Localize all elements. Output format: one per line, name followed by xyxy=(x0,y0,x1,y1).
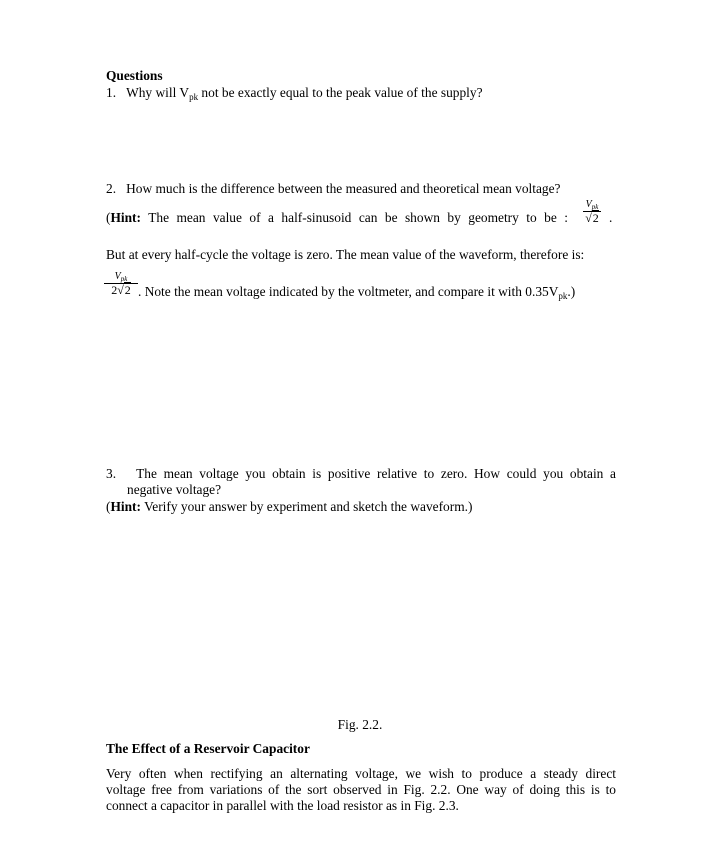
question-3-line-1 xyxy=(106,466,616,482)
frac1-numerator: V xyxy=(585,199,592,210)
figure-caption: Fig. 2.2. xyxy=(337,717,383,732)
formula-vpk-over-2root2 xyxy=(104,271,138,297)
question-3-hint-text: Verify your answer by experiment and sketch the waveform.) xyxy=(140,499,473,514)
question-2-line-4-subscript: pk xyxy=(558,291,568,301)
hint-label: Hint: xyxy=(110,499,141,514)
question-2-text: How much is the difference between the measured and theoretical mean voltage? xyxy=(126,181,561,196)
frac2-sqrt-symbol: √ xyxy=(117,283,124,297)
question-3-number: 3. xyxy=(106,466,117,481)
question-2-line-4 xyxy=(138,284,575,301)
frac1-denominator: 2 xyxy=(592,211,599,225)
frac2-numerator: V xyxy=(114,271,121,282)
question-2-line-4-text: . Note the mean voltage indicated by the voltmeter, and compare it with 0.35V xyxy=(138,284,559,299)
question-2 xyxy=(106,181,561,197)
question-2-hint: (Hint: The mean value of a half-sinusoid can be shown by geometry to be : xyxy=(106,210,568,225)
question-3-line-2: negative voltage? xyxy=(127,482,222,497)
question-1-text-pre: Why will V xyxy=(126,85,190,100)
frac1-numerator-sub: pk xyxy=(591,203,599,211)
question-2-line-3: But at every half-cycle the voltage is zero. The mean value of the waveform, therefore is: xyxy=(106,247,585,262)
section-title: The Effect of a Reservoir Capacitor xyxy=(106,741,310,756)
question-2-line-4-end: .) xyxy=(567,284,576,299)
section-paragraph-line-1: Very often when rectifying an alternating voltage, we wish to produce a steady direct xyxy=(106,766,616,781)
question-3-text: The mean voltage you obtain is positive relative to zero. How could you obtain a xyxy=(136,466,616,481)
section-paragraph-line-3: connect a capacitor in parallel with the load resistor as in Fig. 2.3. xyxy=(106,798,459,813)
hint-period: . xyxy=(609,210,613,225)
question-1-number: 1. xyxy=(106,85,117,100)
question-1-subscript: pk xyxy=(189,92,199,102)
formula-vpk-over-root2 xyxy=(583,199,601,225)
question-2-number: 2. xyxy=(106,181,117,196)
frac2-denominator-prefix: 2 xyxy=(111,283,118,297)
frac2-numerator-sub: pk xyxy=(120,275,128,283)
questions-heading: Questions xyxy=(106,68,163,83)
frac2-denominator: 2 xyxy=(124,283,131,297)
question-2-hint-text: The mean value of a half-sinusoid can be shown by geometry to be : xyxy=(140,210,568,225)
hint-label: Hint: xyxy=(110,210,141,225)
question-1 xyxy=(106,85,483,102)
question-3-hint: (Hint: Verify your answer by experiment and sketch the waveform.) xyxy=(106,499,473,514)
section-paragraph-line-2: voltage free from variations of the sort observed in Fig. 2.2. One way of doing this is to xyxy=(106,782,616,797)
frac1-sqrt-symbol: √ xyxy=(585,211,592,225)
question-1-text-post: not be exactly equal to the peak value of the supply? xyxy=(198,85,483,100)
